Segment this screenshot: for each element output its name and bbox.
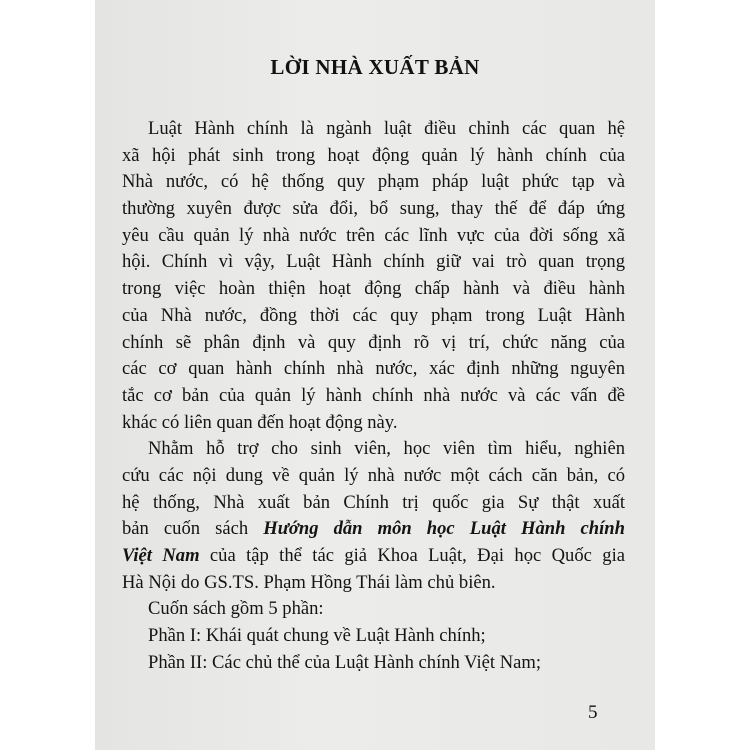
- text-line: xã hội phát sinh trong hoạt động quản lý hành chính của: [122, 144, 625, 166]
- text-line: Hà Nội do GS.TS. Phạm Hồng Thái làm chủ biên.: [122, 571, 496, 593]
- book-title-emphasis: Hướng dẫn môn học Luật Hành chính: [263, 518, 625, 540]
- text-run: của tập thể tác giả Khoa Luật, Đại học Quốc gia: [199, 545, 625, 566]
- text-line: hệ thống, Nhà xuất bản Chính trị quốc gia Sự thật xuất: [122, 491, 625, 513]
- text-line: yêu cầu quản lý nhà nước trên các lĩnh vực của đời sống xã: [122, 224, 625, 246]
- text-line: Nhà nước, có hệ thống quy phạm pháp luật phức tạp và: [122, 171, 625, 193]
- part-item: Phần I: Khái quát chung về Luật Hành chính;: [148, 625, 486, 647]
- text-line: [122, 543, 625, 570]
- text-line: trong việc hoàn thiện hoạt động chấp hành và điều hành: [122, 278, 625, 300]
- text-line: các cơ quan hành chính nhà nước, xác định những nguyên: [122, 358, 625, 380]
- text-line: của Nhà nước, đồng thời các quy phạm trong Luật Hành: [122, 304, 625, 326]
- text-line: khác có liên quan đến hoạt động này.: [122, 411, 398, 433]
- text-line: [122, 516, 625, 543]
- page-number: 5: [588, 702, 598, 723]
- part-item: Phần II: Các chủ thể của Luật Hành chính Việt Nam;: [148, 651, 542, 673]
- text-line: Nhằm hỗ trợ cho sinh viên, học viên tìm hiểu, nghiên: [148, 438, 625, 460]
- text-line: cứu các nội dung về quản lý nhà nước một cách căn bản, có: [122, 464, 625, 486]
- book-title-emphasis: Việt Nam: [122, 545, 200, 566]
- text-line: chính sẽ phân định và quy định rõ vị trí, chức năng của: [122, 331, 625, 353]
- page-body: [122, 116, 625, 676]
- text-run: bản cuốn sách: [122, 518, 264, 540]
- text-line: hội. Chính vì vậy, Luật Hành chính giữ vai trò quan trọng: [122, 251, 625, 273]
- book-page: [95, 0, 655, 750]
- parts-intro: Cuốn sách gồm 5 phần:: [148, 598, 324, 620]
- text-line: thường xuyên được sửa đổi, bổ sung, thay thế để đáp ứng: [122, 198, 625, 220]
- page-title: LỜI NHÀ XUẤT BẢN: [270, 55, 480, 79]
- text-line: Luật Hành chính là ngành luật điều chỉnh các quan hệ: [148, 118, 625, 139]
- text-line: tắc cơ bản của quản lý hành chính nhà nước và các vấn đề: [122, 384, 625, 406]
